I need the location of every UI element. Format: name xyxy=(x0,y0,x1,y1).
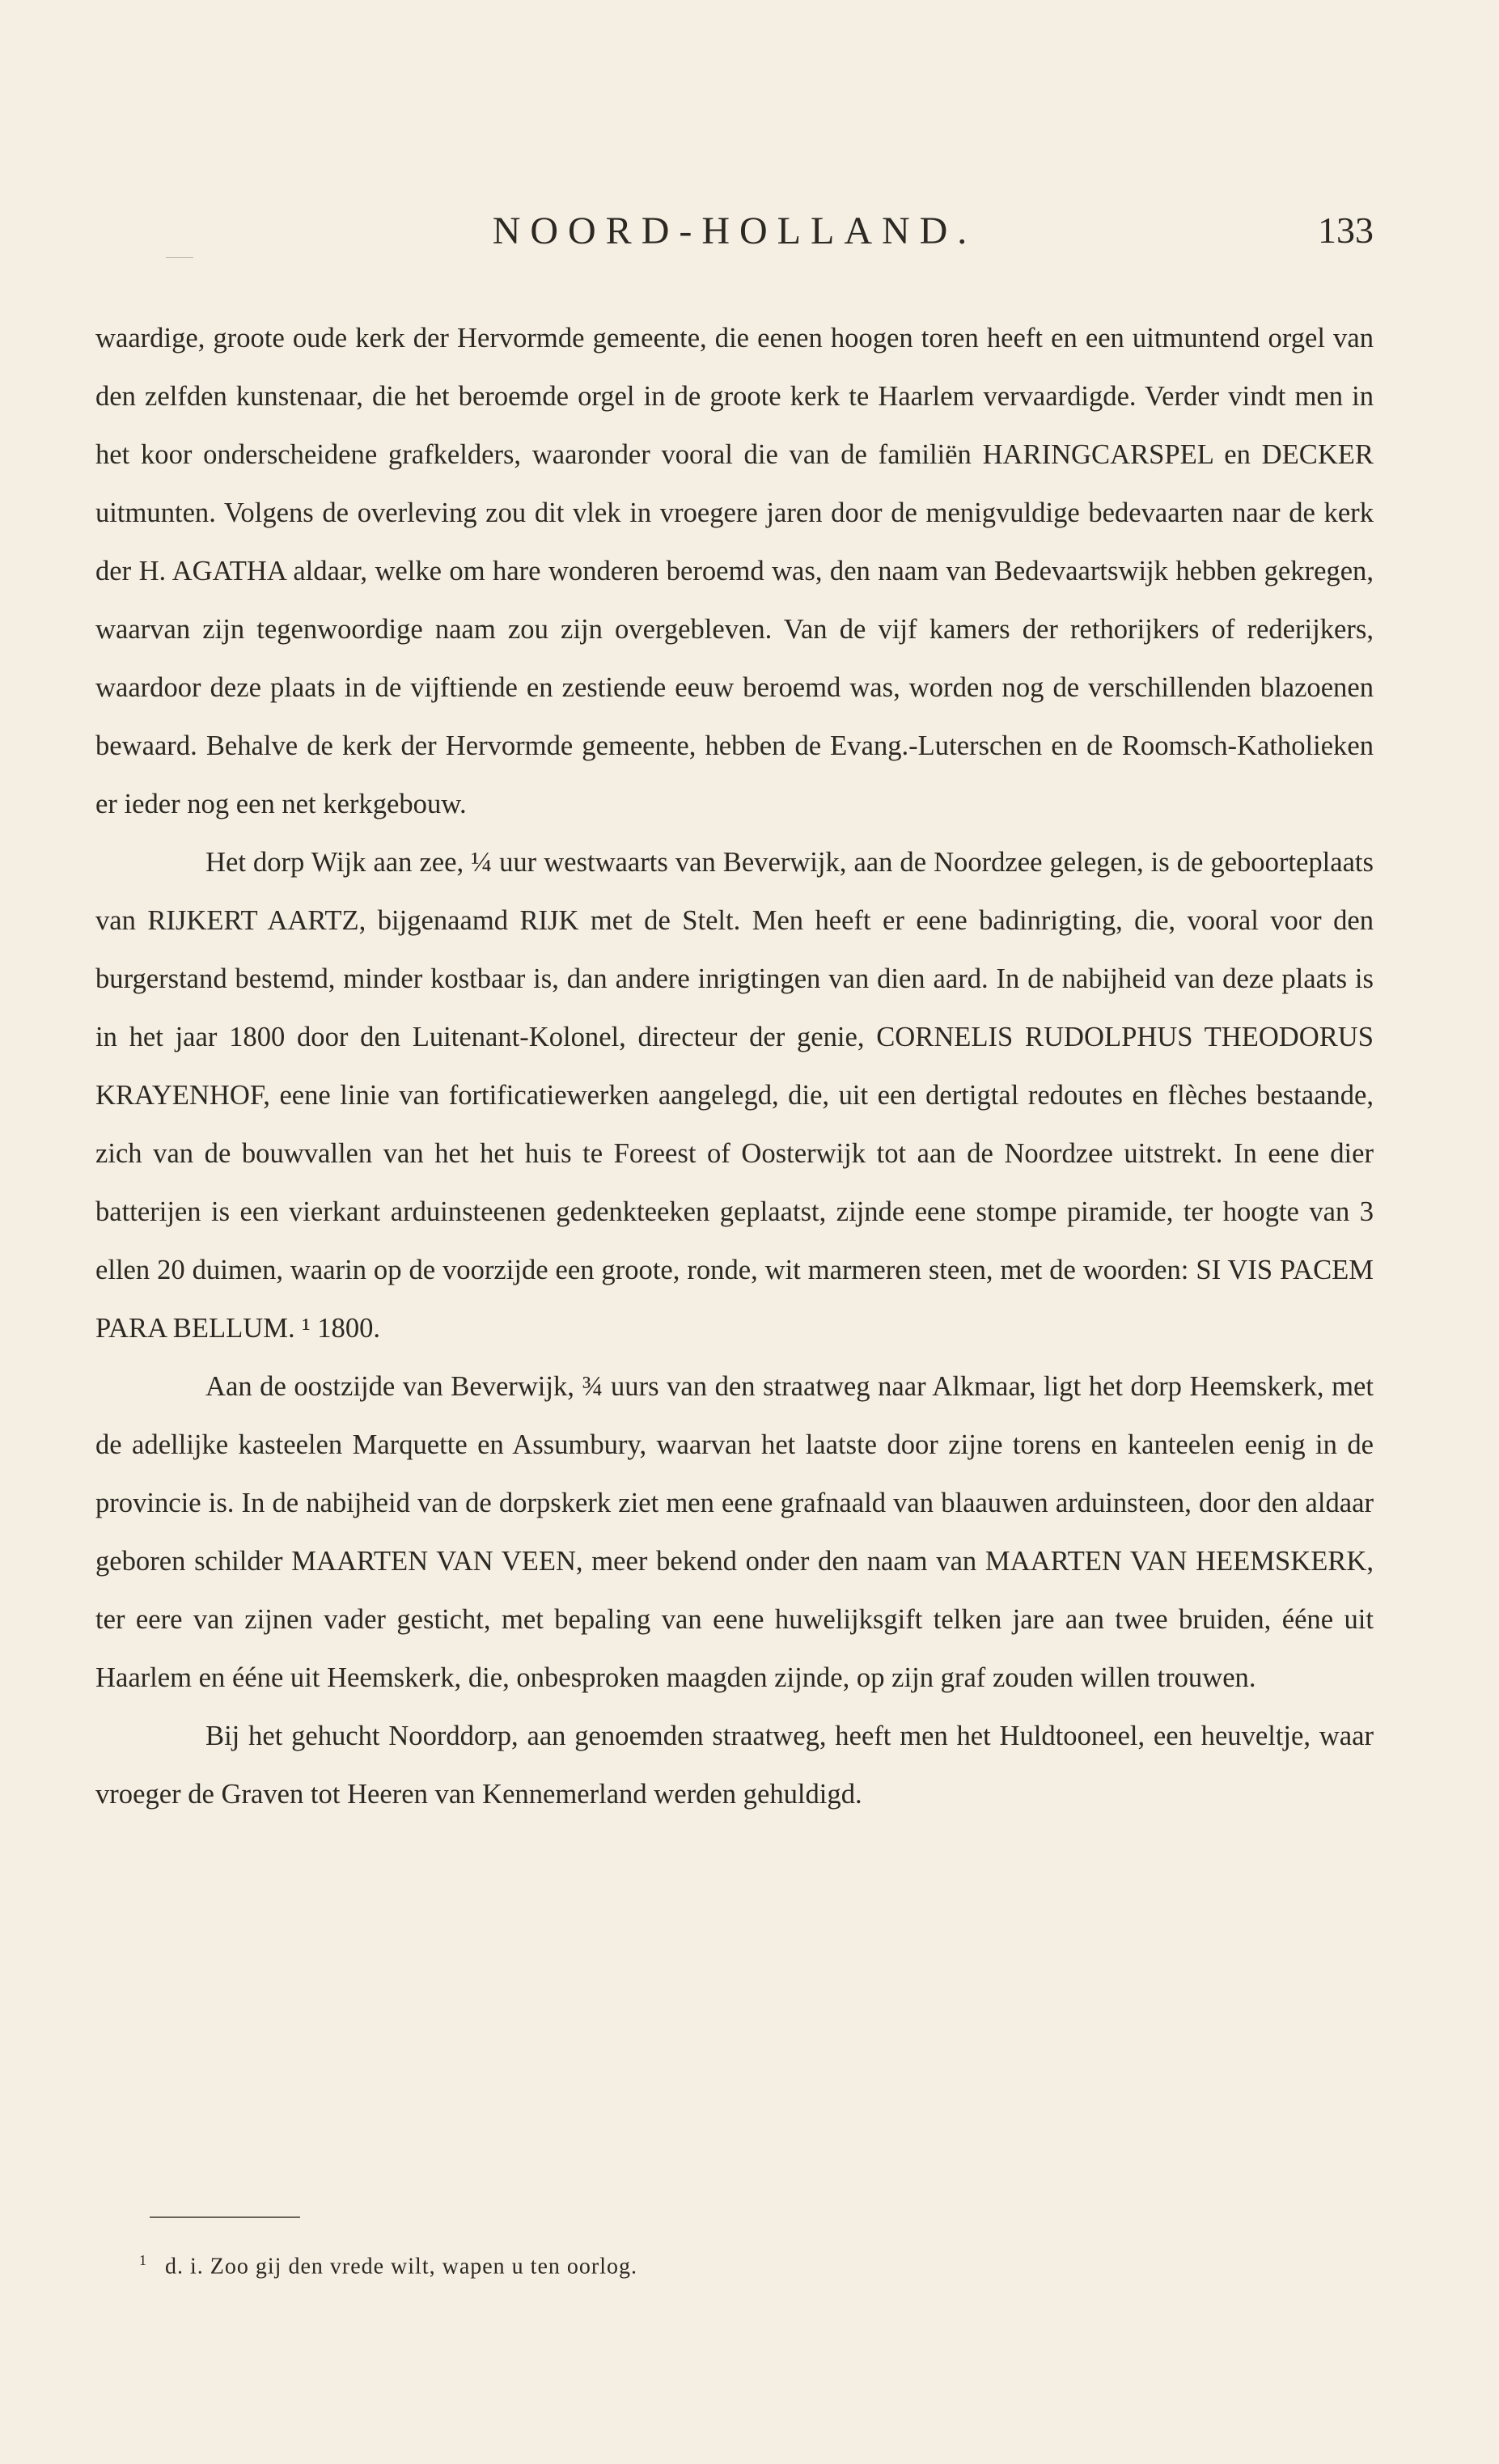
header-mark xyxy=(166,257,193,258)
paragraph-3: Aan de oostzijde van Beverwijk, ¾ uurs van den straatweg naar Alkmaar, ligt het dorp Heemskerk, met de adellijke kasteelen Marquette en Assumbury, waarvan het laatste door zijne torens en kanteelen eenig in de provincie is. In de nabijheid van de dorpskerk ziet men eene grafnaald van blaauwen arduinsteen, door den aldaar geboren schilder MAARTEN VAN VEEN, meer bekend onder den naam van MAARTEN VAN HEEMSKERK, ter eere van zijnen vader gesticht, met bepaling van eene huwelijksgift telken jare aan twee bruiden, ééne uit Haarlem en ééne uit Heemskerk, die, onbesproken maagden zijnde, op zijn graf zouden willen trouwen. xyxy=(95,1371,1374,1693)
body-text xyxy=(95,309,1374,1823)
running-title: NOORD-HOLLAND. xyxy=(492,210,977,252)
footnote xyxy=(139,2252,637,2280)
paragraph-1: waardige, groote oude kerk der Hervormde gemeente, die eenen hoogen toren heeft en een uitmuntend orgel van den zelfden kunstenaar, die het beroemde orgel in de groote kerk te Haarlem vervaardigde. Verder vindt men in het koor onderscheidene grafkelders, waaronder vooral die van de familiën HARINGCARSPEL en DECKER uitmunten. Volgens de overleving zou dit vlek in vroegere jaren door de menigvuldige bedevaarten naar de kerk der H. AGATHA aldaar, welke om hare wonderen beroemd was, den naam van Bedevaartswijk hebben gekregen, waarvan zijn tegenwoordige naam zou zijn overgebleven. Van de vijf kamers der rethorijkers of rederijkers, waardoor deze plaats in de vijftiende en zestiende eeuw beroemd was, worden nog de verschillenden blazoenen bewaard. Behalve de kerk der Hervormde gemeente, hebben de Evang.-Luterschen en de Roomsch-Katholieken er ieder nog een net kerkgebouw. xyxy=(95,323,1374,819)
footnote-marker: 1 xyxy=(139,2252,147,2268)
paragraph-2: Het dorp Wijk aan zee, ¼ uur westwaarts van Beverwijk, aan de Noordzee gelegen, is de geboorteplaats van RIJKERT AARTZ, bijgenaamd RIJK met de Stelt. Men heeft er eene badinrigting, die, vooral voor den burgerstand bestemd, minder kostbaar is, dan andere inrigtingen van dien aard. In de nabijheid van deze plaats is in het jaar 1800 door den Luitenant-Kolonel, directeur der genie, CORNELIS RUDOLPHUS THEODORUS KRAYENHOF, eene linie van fortificatiewerken aangelegd, die, uit een dertigtal redoutes en flèches bestaande, zich van de bouwvallen van het het huis te Foreest of Oosterwijk tot aan de Noordzee uitstrekt. In eene dier batterijen is een vierkant arduinsteenen gedenkteeken geplaatst, zijnde eene stompe piramide, ter hoogte van 3 ellen 20 duimen, waarin op de voorzijde een groote, ronde, wit marmeren steen, met de woorden: SI VIS PACEM PARA BELLUM. ¹ 1800. xyxy=(95,847,1374,1344)
page-header xyxy=(95,209,1374,257)
page-number: 133 xyxy=(1318,210,1374,251)
footnote-text: d. i. Zoo gij den vrede wilt, wapen u ten oorlog. xyxy=(165,2254,637,2280)
paragraph-4: Bij het gehucht Noorddorp, aan genoemden straatweg, heeft men het Huldtooneel, een heuveltje, waar vroeger de Graven tot Heeren van Kennemerland werden gehuldigd. xyxy=(95,1721,1374,1810)
footnote-divider xyxy=(150,2216,300,2218)
